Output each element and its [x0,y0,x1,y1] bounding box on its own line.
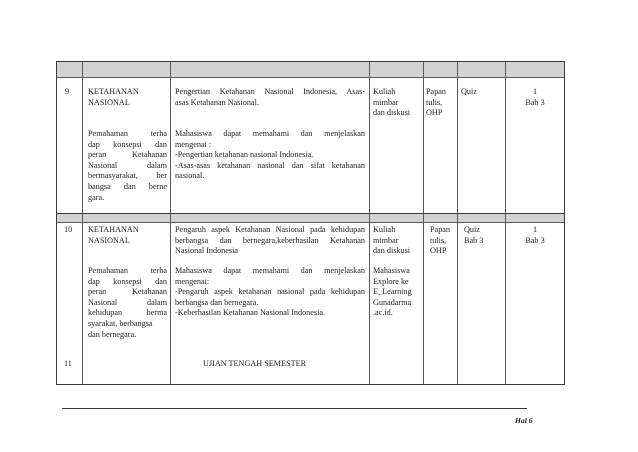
column-divider [457,62,458,214]
column-divider [423,62,424,214]
column-divider [369,62,370,214]
reference: 1 Bab 3 [525,225,545,245]
midterm-exam-label: UJIAN TENGAH SEMESTER [203,359,307,368]
column-divider [423,214,424,384]
table-1-header-band [57,62,564,77]
teaching-method: Kuliah mimbar dan diskusi [373,87,411,118]
evaluation: Quiz Bab 3 [464,225,484,245]
learning-goal: Mahasiswa dapat memahami dan menjelaskan mengenai: -Pengaruh aspek ketahanan nasional pada kehidupan berbangsa dan bernegara. -Keberhasilan Ketahanan Nasional Indonesia. [175,266,365,318]
row-number: 11 [64,359,72,368]
column-divider [170,214,171,384]
row-number: 10 [64,225,73,234]
column-divider [457,214,458,384]
column-divider [369,214,370,384]
learning-goal: Mahasiswa dapat memahami dan menjelaskan mengenai : -Pengertian ketahanan nasional Indonesia. -Asas-asas ketahanan nasional dan sifat ketahanan nasional. [175,129,365,181]
teaching-media: Papan tulis, OHP [430,225,451,256]
topic-title: KETAHANAN NASIONAL [88,87,139,107]
table-2-header-divider [57,222,564,223]
teaching-method-extra: Mahasiswa Explore ke E_Learning Gunadarma .ac.id. [373,266,412,318]
column-divider [505,62,506,214]
teaching-method: Kuliah mimbar dan diskusi [373,225,411,256]
table-2-header-band [57,214,564,222]
reference: 1 Bab 3 [525,87,545,107]
topic-description: Pemahaman terha dap konsepsi dan peran Ketahanan Nasional dalam kehidupan berma syarakat, berbangsa dan bernegara. [88,266,167,339]
column-divider [82,62,83,214]
schedule-table-1 [56,61,565,215]
content-description: Pengaruh aspek Ketahanan Nasional pada kehidupan berbangsa dan bernegara,keberhasilan Ketahanan Nasional Indonesia [175,225,365,256]
table-1-header-divider [57,77,564,78]
row-number: 9 [65,87,70,96]
content-description: Pengertian Ketahanan Nasional Indonesia, Asas- asas Ketahanan Nasional. [175,87,365,107]
footer-rule [62,408,527,409]
evaluation: Quiz [461,87,477,96]
column-divider [170,62,171,214]
topic-description: Pemahaman terha dap konsepsi dan peran Ketahanan Nasional dalam bermasyarakat, ber bangsa dan berne gara. [88,129,167,202]
schedule-table-2 [56,213,565,385]
page-number: Hal 6 [515,416,533,425]
teaching-media: Papan tulis, OHP [426,87,447,118]
column-divider [82,214,83,384]
topic-title: KETAHANAN NASIONAL [88,225,139,245]
